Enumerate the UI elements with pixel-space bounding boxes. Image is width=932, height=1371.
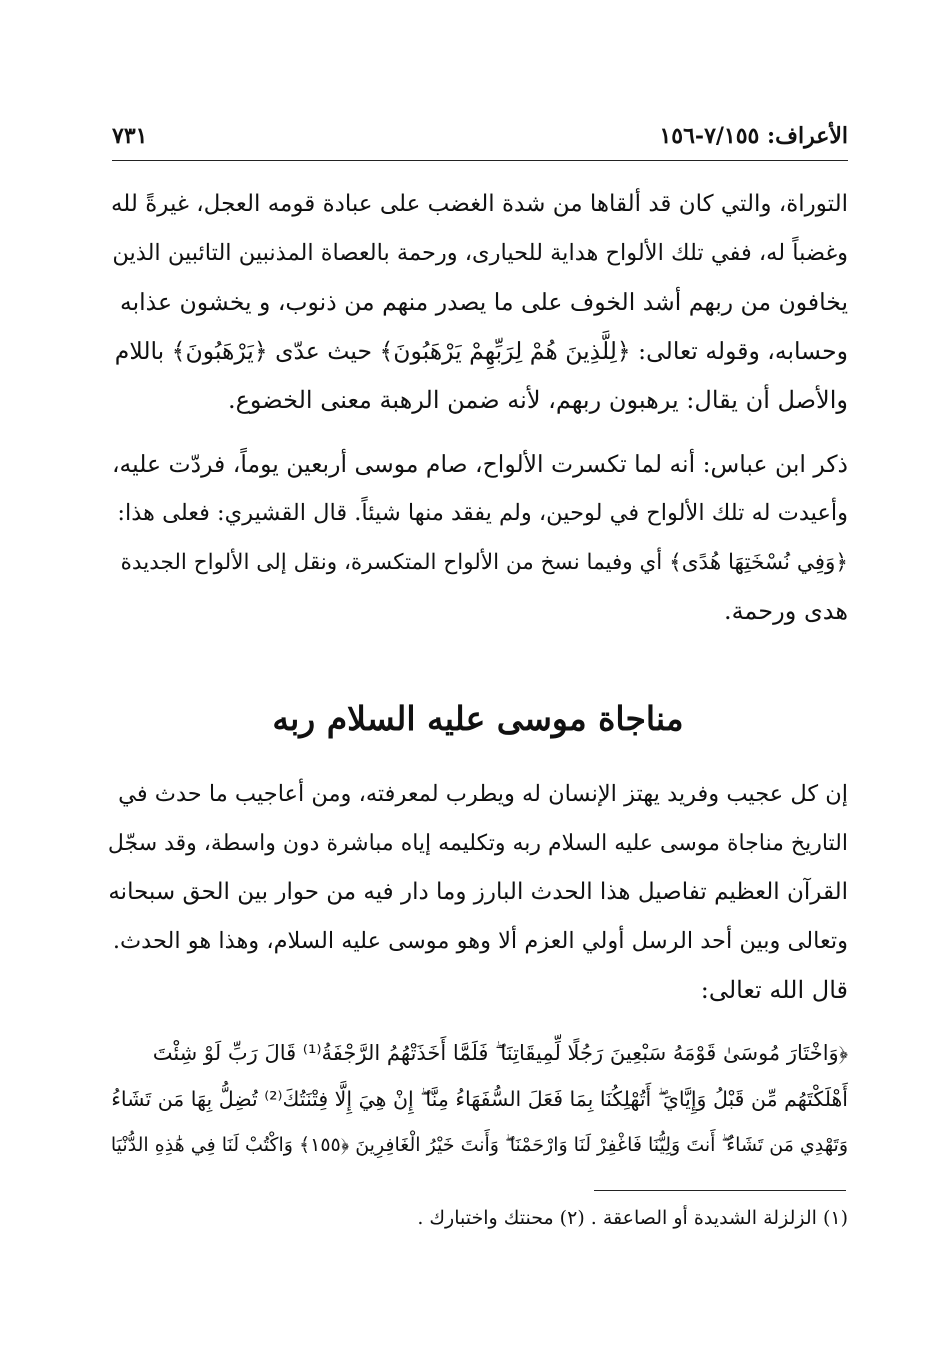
paragraph-1 bbox=[108, 180, 848, 425]
page-header bbox=[112, 118, 848, 154]
text-line: هدى ورحمة. bbox=[723, 597, 848, 625]
text-line: وأعيدت له تلك الألواح في لوحين، ولم يفقد منها شيئاً. قال القشيري: فعلى هذا: bbox=[117, 500, 848, 526]
paragraph-3 bbox=[108, 770, 848, 1015]
paragraph-2 bbox=[108, 440, 848, 636]
text-line: قال الله تعالى: bbox=[700, 976, 848, 1004]
verse-line: ﴿وَاخْتَارَ مُوسَىٰ قَوْمَهُ سَبْعِينَ رَجُلًا لِّمِيقَاتِنَا ۖ فَلَمَّا أَخَذَتْهُمُ الرَّجْفَةُ⁽¹⁾ قَالَ رَبِّ لَوْ شِئْتَ bbox=[152, 1041, 848, 1065]
page-number: ٧٣١ bbox=[112, 123, 148, 149]
header-divider bbox=[112, 160, 848, 161]
footnote-divider bbox=[594, 1190, 846, 1191]
text-line: إن كل عجيب وفريد يهتز الإنسان له ويطرب لمعرفته، ومن أعاجيب ما حدث في bbox=[118, 781, 848, 807]
text-line: التاريخ مناجاة موسى عليه السلام ربه وتكليمه إياه مباشرة دون واسطة، وقد سجّل bbox=[108, 831, 848, 856]
text-line: ذكر ابن عباس: أنه لما تكسرت الألواح، صام موسى أربعين يوماً، فردّت عليه، bbox=[111, 450, 848, 478]
section-title: مناجاة موسى عليه السلام ربه bbox=[272, 699, 684, 738]
text-line: وحسابه، وقوله تعالى: ﴿لِلَّذِينَ هُمْ لِرَبِّهِمْ يَرْهَبُونَ﴾ حيث عدّى ﴿يَرْهَبُونَ﴾ باللام bbox=[114, 337, 848, 365]
text-line: القرآن العظيم تفاصيل هذا الحدث البارز وما دار فيه من حوار بين الحق سبحانه bbox=[108, 879, 848, 905]
text-line: يخافون من ربهم أشد الخوف على ما يصدر منهم من ذنوب، و يخشون عذابه bbox=[119, 288, 848, 316]
text-line: وتعالى وبين أحد الرسل أولي العزم ألا وهو موسى عليه السلام، وهذا هو الحدث. bbox=[112, 928, 848, 954]
text-line: والأصل أن يقال: يرهبون ربهم، لأنه ضمن الرهبة معنى الخضوع. bbox=[227, 386, 848, 414]
verse-line: وَتَهْدِي مَن تَشَاءُ ۖ أَنتَ وَلِيُّنَا فَاغْفِرْ لَنَا وَارْحَمْنَا ۖ وَأَنتَ خَيْرُ الْغَافِرِينَ ﴿١٥٥﴾ وَاكْتُبْ لَنَا فِي هَٰذِهِ الدُّنْيَا bbox=[110, 1134, 848, 1156]
verse-line: أَهْلَكْتَهُم مِّن قَبْلُ وَإِيَّايَ ۖ أَتُهْلِكُنَا بِمَا فَعَلَ السُّفَهَاءُ مِنَّا ۖ إِنْ هِيَ إِلَّا فِتْنَتُكَ⁽²⁾ تُضِلُّ بِهَا مَن تَشَاءُ bbox=[111, 1087, 848, 1111]
text-line: التوراة، والتي كان قد ألقاها من شدة الغضب على عبادة قومه العجل، غيرةً لله bbox=[110, 191, 848, 217]
footnote: (١) الزلزلة الشديدة أو الصاعقة . (٢) محنتك واختبارك . bbox=[417, 1207, 848, 1229]
surah-reference: الأعراف: ٧/١٥٥-١٥٦ bbox=[659, 123, 848, 149]
text-line: ﴿وَفِي نُسْخَتِهَا هُدًى﴾ أي وفيما نسخ من الألواح المتكسرة، ونقل إلى الألواح الجديدة bbox=[120, 550, 848, 575]
text-line: وغضباً له، ففي تلك الألواح هداية للحيارى، ورحمة بالعصاة المذنبين التائبين الذين bbox=[112, 240, 848, 266]
quran-verse bbox=[108, 1030, 848, 1168]
